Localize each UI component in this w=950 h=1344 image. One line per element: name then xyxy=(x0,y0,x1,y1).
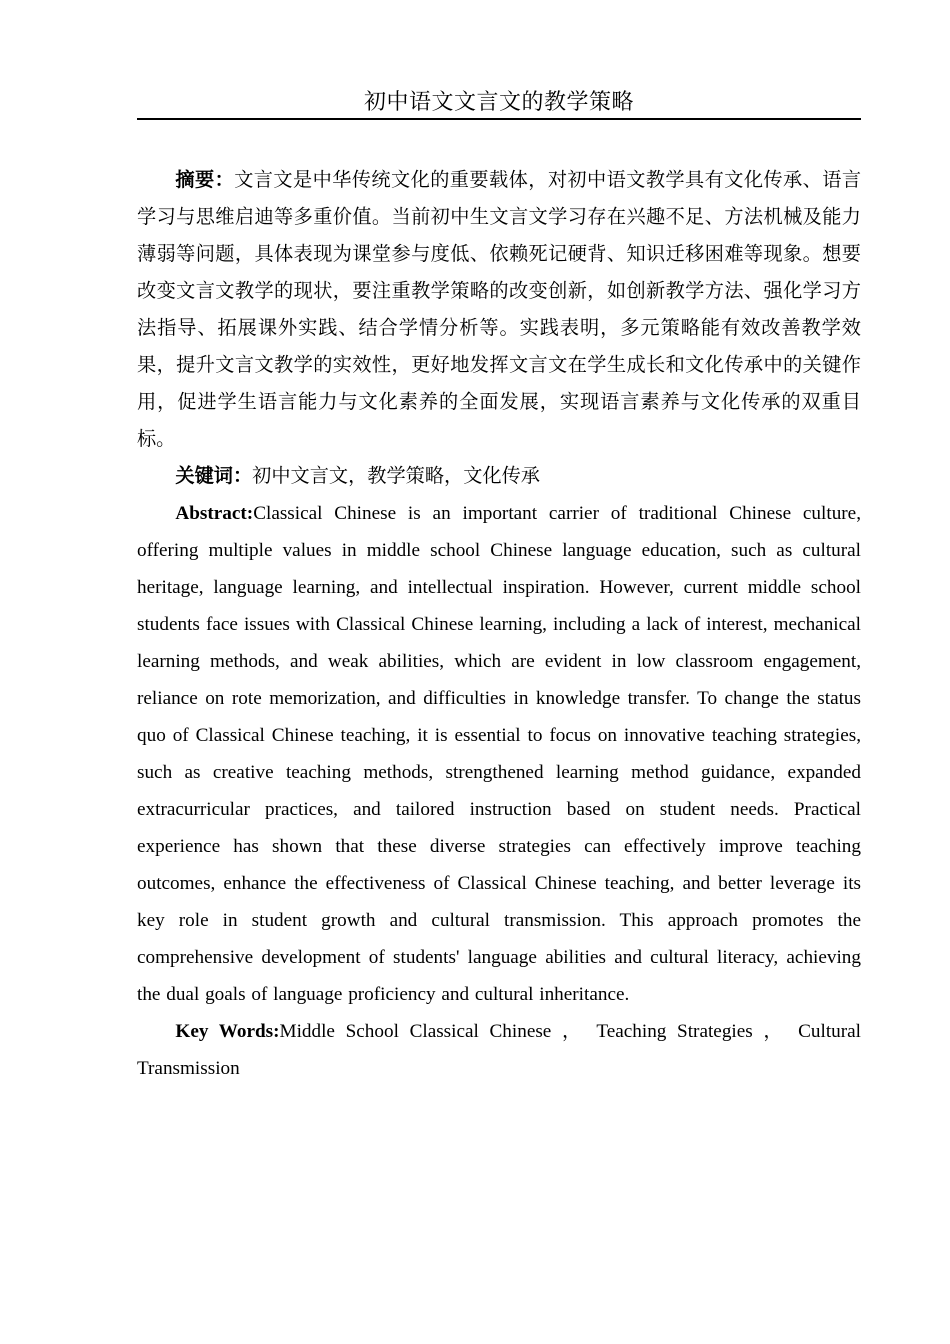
keywords-en-label: Key Words: xyxy=(175,1021,280,1042)
page-title: 初中语文文言文的教学策略 xyxy=(363,89,634,114)
abstract-cn-label: 摘要： xyxy=(175,170,235,191)
content-area xyxy=(137,0,861,1087)
keywords-en-paragraph xyxy=(137,1013,861,1087)
abstract-en-label: Abstract: xyxy=(175,503,254,524)
keywords-cn-label: 关键词： xyxy=(175,466,253,487)
abstract-en-paragraph xyxy=(137,495,861,1013)
keywords-en-text: Middle School Classical Chinese ， Teaching Strategies ， Cultural Transmission xyxy=(137,1021,861,1079)
abstract-cn-text: 文言文是中华传统文化的重要载体，对初中语文教学具有文化传承、语言学习与思维启迪等多重价值。当前初中生文言文学习存在兴趣不足、方法机械及能力薄弱等问题，具体表现为课堂参与度低、依赖死记硬背、知识迁移困难等现象。想要改变文言文教学的现状，要注重教学策略的改变创新，如创新教学方法、强化学习方法指导、拓展课外实践、结合学情分析等。实践表明，多元策略能有效改善教学效果，提升文言文教学的实效性，更好地发挥文言文在学生成长和文化传承中的关键作用，促进学生语言能力与文化素养的全面发展，实现语言素养与文化传承的双重目标。 xyxy=(137,170,862,450)
keywords-cn-paragraph xyxy=(137,458,861,495)
abstract-cn-paragraph xyxy=(137,162,861,458)
abstract-en-text: Classical Chinese is an important carrier of traditional Chinese culture, offering multiple values in middle school Chinese language education, such as cultural heritage, language learning, and intellectual inspiration. However, current middle school students face issues with Classical Chinese learning, including a lack of interest, mechanical learning methods, and weak abilities, which are evident in low classroom engagement, reliance on rote memorization, and difficulties in knowledge transfer. To change the status quo of Classical Chinese teaching, it is essential to focus on innovative teaching strategies, such as creative teaching methods, strengthened learning method guidance, expanded extracurricular practices, and tailored instruction based on student needs. Practical experience has shown that these diverse strategies can effectively improve teaching outcomes, enhance the effectiveness of Classical Chinese teaching, and better leverage its key role in student growth and cultural transmission. This approach promotes the comprehensive development of students' language abilities and cultural literacy, achieving the dual goals of language proficiency and cultural inheritance. xyxy=(137,503,861,1005)
document-body xyxy=(137,162,861,1087)
title-block xyxy=(137,0,861,120)
keywords-cn-text: 初中文言文，教学策略，文化传承 xyxy=(252,466,540,487)
